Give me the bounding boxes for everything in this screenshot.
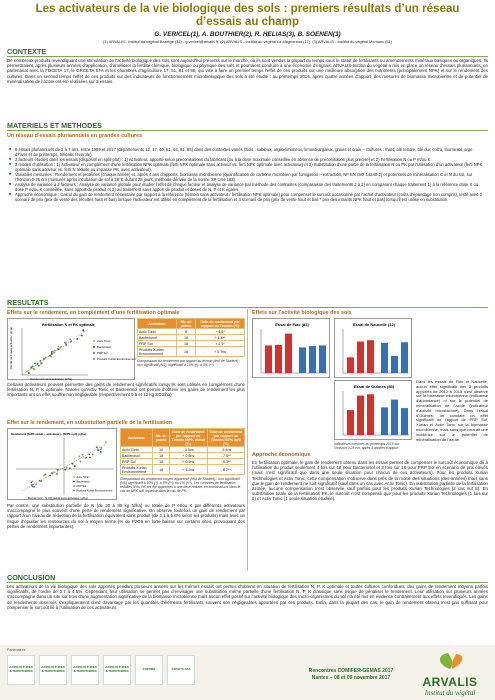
scatter-point [69,467,71,469]
scatter-point [43,358,45,360]
scatter-point [57,469,59,471]
scatter-point [66,467,68,469]
legend-marker [93,358,95,360]
scatter-point [32,366,34,368]
scatter-point [92,454,94,456]
legend-marker [73,490,75,492]
result3-heading: Effet sur le rendement, en substitution partielle de la fertilisation [7,420,173,426]
scatter1-points [26,329,84,374]
section-resultats-heading: RESULTATS [7,298,49,307]
scatter-point [56,473,58,475]
legend-label: Activ Tonic [97,339,111,343]
table-cell: + 1.2ns [169,465,207,475]
scatter-point [80,461,82,463]
table-cell: + 2.5* [196,341,245,347]
bars-caption: Indicateurs mesurés au printemps 2016 sur l’horizon 0-25 cm, après 4 années d’apport [334,442,400,450]
event-info [296,668,406,682]
legend-label: PRP Sol [76,485,87,488]
bar-chart-oulmes [334,380,412,440]
table-cell: PRP Sol [121,459,153,465]
scatter-point [54,350,56,352]
partner-logo: AGRICULTURES & TERRITOIRES [39,655,67,685]
table-row [138,347,245,357]
section-conclusion-heading: CONCLUSION [7,573,56,582]
scatter-point [51,353,53,355]
scatter1-figure [7,318,135,380]
scatter-point [100,447,102,449]
bullet-item: ■ 2 facteurs étudiés dans les essais (dispositif en split-plot) : 1) Activateur, apporté selon préconisations du fabricant (ou à la dose maximale conseillée en absence de préconisation plus précise) et 2) Fertilisation N ou P et/ou K. [9,157,485,162]
scatter-point [26,371,28,373]
table-cell: + 0.5ns [169,459,207,465]
scatter-point [39,480,41,482]
table1-header: Nb. de points [176,319,195,329]
table2-header: Nb. de points [153,429,169,447]
scatter-point [81,335,83,337]
bullet-item: ■ Analyse de variance à 2 facteurs : Analyse de variance globale pour étudier l’effet de chaque facteur et analyse de variance par méthode des contrastes (comparaison des traitements 2 à 2) en comparant chaque traitement 1) à la référence dose X ou dose P et/ou K conseillée, sans apport de produit et 2) au traitement sans apport de produit et doses de N, P et K égales. [9,182,485,192]
legend-label: Produits Xurian Environnement [97,357,136,361]
result1-heading: Effets sur le rendement, en complément d’une fertilisation optimale [7,310,180,316]
methods-bullet-list [9,147,485,202]
legend-label: Bacteriosol [97,345,111,349]
bar-chart-title: Essai de Fiac (81) [275,322,309,327]
table2-header: Gain de rendement par rapport au Témoin N/PK réduit (%) [169,429,207,447]
event-date: Nantes – 08 et 09 novembre 2017 [311,675,391,681]
divider [7,582,488,583]
table2-header: Gain de rendement par rapport au Témoin N/PK opti (%) [207,429,244,447]
legend-label: Produits Xurian Environnement [76,489,113,493]
table-cell: Activ Tonic [138,329,177,335]
bar-chart-naucelle [334,318,412,378]
table1-caption: Comparaison du rendement par rapport au témoin (test de Student) : non significatif (NS), significatif à 10% (*), à 5% (**) [137,359,241,367]
legend-marker [73,476,75,478]
contexte-text: De nombreux produits revendiquant une stimulation de l’activité biologique des sols sont aujourd’hui présents sur le marché, où ils sont vendus la plupart du temps sous le statut de fertilisants ou amendements minéraux basiques ou organiques. Ils permettraient, après plusieurs années d’application, d’améliorer la fertilité chimique, biologique ou physique des sols et pourraient conduire à une économie d’engrais. ARVALIS-Institut du végétal a mis en place un réseau d’essais pluriannuels, en partenariat avec la FDCETA 17, le GRCETA SFA et les chambres d’agriculture 17, 51, 81 et 85, qui vise à faire un premier temps l’effet de ces produits sur une meilleure absorption des nutriments (principalement NPK) et sur le rendement des cultures. Dans un second temps l’effet de ces produits sur des indicateurs de fonctionnement microbiologique des sols a été étudié : au printemps 2016, après quatre années d’apport, des mesures de biomasse microbienne et de potentiel de minéralisation de l’azote ont été réalisées sur 3 essais. [7,58,488,84]
table1-header: Activateur [138,319,177,329]
bar [319,345,326,373]
scatter1-ylabel: Rendement avec activateur (q/ha) [9,326,13,369]
scatter-point [51,351,53,353]
scatter1-title: Fertilisation N et PK optimale [42,323,95,327]
scatter-point [57,348,59,350]
brand-name: ARVALIS [422,675,478,689]
bar [347,357,354,373]
table-cell: 16 [176,347,195,357]
scatter-point [36,363,38,365]
table-cell: 18 [153,459,169,465]
scatter-point [58,346,60,348]
table1-wrapper [137,318,245,367]
scatter2-xlabel: Rendement - N, PK réduit sans activateur (q/ha) [28,496,88,500]
title-line-2: d’essais au champ [195,15,300,28]
table-cell: 16 [153,465,169,475]
scatter-point [49,475,51,477]
legend-label: Activ Tonic [76,476,89,479]
bullet-item: ■ Variables mesurées : Rendement et protéines (chaque année) et, après 4 ans d’apports, biomasse microbienne (quantification de carbone microbien par fumigation – extraction, NF EN ISO 14240-2) et potentiels de minéralisation C et N du sol, sur l’horizon 0-25 cm (mesurés après incubation de sol à 28°C durant 28 jours, méthode dérivée de la norme XP U44-163) [9,172,485,182]
scatter1-svg [8,319,136,381]
scatter-point [96,446,98,448]
partner-logo: AGRICULTURES & TERRITOIRES [71,655,99,685]
bar-chart-fiac [252,318,330,378]
scatter-point [72,463,74,465]
table-cell: 18 [176,335,195,341]
table-cell: + 1.8** [196,335,245,341]
section-materiels-heading: MATERIELS ET METHODES [7,121,102,130]
scatter-point [100,451,102,453]
bar [357,396,364,435]
table-cell: 18 [176,341,195,347]
scatter-point [105,441,107,443]
bar [275,345,282,373]
table-cell: 10 [153,447,169,453]
bar [367,394,374,435]
partner-logos [7,655,195,685]
table1-header: Gain de rendement par rapport au Témoin (%) [196,319,245,329]
scatter-point [89,457,91,459]
bar [347,410,354,435]
scatter-point [32,480,34,482]
result1-text: Certains activateurs peuvent permettre des gains de rendement significatifs lorsqu’ils sont utilisés en complément d’une fertilisation N, P, K optimale. Notons qu’Activ Tonic et Bacteriosol ont permis d’obtenir les gains de rendement les plus importants ont un effet souffre non négligeable (respectivement 9.5 et 12 kg SO3/ha) [7,382,245,398]
affiliations: (1) ARVALIS - Institut du végétal Baziège (31) - g.vericel@arvalis.fr, (2) ARVALIS - Institut du végétal Le Magneraud (17), (3) ARVALIS - Institut du végétal Montans (81) [103,39,392,44]
bar-chart-svg [335,319,413,379]
section-contexte-heading: CONTEXTE [7,47,47,56]
legend-marker [93,352,95,354]
scatter-point [40,363,42,365]
bar [367,340,374,373]
scatter-point [45,357,47,359]
table-cell: + 4.6* [196,329,245,335]
bar-chart-svg [253,319,331,379]
column-divider [247,309,248,571]
divider [7,56,488,57]
legend-marker [93,340,95,342]
scatter-point [40,360,42,362]
bar [309,346,316,373]
brand-subtitle: Institut du végétal [424,689,476,697]
scatter-point [53,471,55,473]
table2-header: Activateur [121,429,153,447]
scatter-point [35,483,37,485]
bar-chart-title: Essai de Oulmes (85) [353,384,395,389]
scatter-point [82,330,84,332]
scatter2-legend [73,475,113,493]
reseau-heading: Un réseau d’essais pluriannuels en grandes cultures [7,133,143,139]
table-cell: Produits Xurian Environnement [121,465,153,475]
scatter1-xlabel: Rendement sans activateur (q/ha) [30,377,73,381]
scatter-point [78,455,80,457]
diagonal-line [22,443,108,491]
scatter-point [97,449,99,451]
legend-label: Bacteriosol [76,480,90,484]
bar [265,345,272,373]
result3-text: Par contre, une substitution partielle de N (de 20 à 80 kg N/ha) ou totale de P et/ou K par différents activateurs s’accompagne le plus souvent d’une perte de rendement significative. On observe toutefois un gain de rendement par rapport à un niveau de réduction de la fertilisation équivalent sans produit (de 2.1 à 5.6% selon les produits) mais avec un risque d’épuiser les ressources du sol à moyen terme (% de P2O5 en forte baisse sur certains sites, provoquant des pertes de rendement importantes). [7,503,245,529]
scatter-point [100,449,102,451]
authors: G. VERICEL(1), A. BOUTHIER(2), R. HELIAS(3), B. SOENEN(3) [154,31,341,38]
scatter-point [76,338,78,340]
result4-text: En fertilisation optimale, le gain de rendement obtenu dans les essais permet de compenser le surcoût économique dû à l’utilisation du produit seulement 4 fois sur 18 pour Bacteriosol et 3 fois sur 18 pour PRP Sol en scenario de prix élevés (mais n’est significatif que dans une seule situation pour chacun de ces activateurs). Pour les produits Xurian Technologies et Activ Tonic, cette compensation s’observe dans près de la moitié des situations (des-années) mais sans que le gain de rendement ne soit significatif (sauf dans un cas avec Activ Tonic). En substitution partielle de la fertilisation azotée, aucune compensation n’est observée sauf parfois pour les produits Xurian Technologies (2 cas sur 8). En substitution totale de la fertilisation PK, le surcoût n’est compensé que pour les produits Xurian Technologies (1 fois sur 5) et Activ Tonic (1 seule situation étudiée). [252,460,488,502]
legend-marker [73,481,75,483]
table-cell: - 3.5ns [169,447,207,453]
table-cell: + 0.7ns [196,347,245,357]
result2-text: Dans les essais de Fiac et Naucelle, aucun effet significatif des 3 produits apportés de 2012 à 2015 n’est observé sur la biomasse microbienne (indicateur d’abondance) ni sur le potentiel de minéralisation de l’azote (indicateur d’activité microbienne). Dans l’essai d’Oulmes, on constate un effet significatif de l’apport de PRP Sol, Xurian et Activ Tonic sur la biomasse microbienne, mais sans que cela ait une incidence sur le potentiel de minéralisation de l’azote. [416,379,488,442]
table-cell: - 7.5** [207,453,244,459]
bar [381,407,388,435]
scatter-point [43,475,45,477]
divider [7,130,488,131]
bar-chart-svg [335,381,413,441]
table-cell: - 8.2** [207,465,244,475]
scatter-point [33,368,35,370]
bar [391,356,398,373]
table-cell: PRP Sol [138,341,177,347]
partner-logo: AGRICULTURES & TERRITOIRES [7,655,35,685]
scatter-point [69,338,71,340]
table-cell: Produits Xurian Environnement [138,347,177,357]
bullet-item: ■ Approche économique : Calcul du gain de rendement nécessaire par rapport à la référence (témoin sans activateur / fertilisation NPK optimale) pour compenser le surcoût occasionné par l’achat d’activateur (coûts d’épandage non compris), testé avec 2 scenarii de prix (prix de vente des récoltes haut et bas) lorsque l’activateur est utilisé en complément de la fertilisation et 4 scenarii de prix (prix de vente haut et bas * prix des intrants NPK haut et bas) lorsqu’il est utilisé en substitution. [9,192,485,202]
scatter-point [65,342,67,344]
legend-marker [93,346,95,348]
table-cell: Bacteriosol [138,335,177,341]
scatter2-svg [8,429,118,501]
scatter-point [61,346,63,348]
bullet-item: ■ 2 modes d’utilisation : 1) Activateur en complément d’une fertilisation NPK optimale (ferti NPK optimale sans activeur vs. ferti NPK optimale avec activateur) et 2) Substitution d’une partie de la fertilisation N ou PK par l’utilisation d’un activateur (ferti NPK optimale sans activeur vs. ferti N réduite ou impasse PK, avec activateur). [9,162,485,172]
bar-chart-title: Essai de Naucelle (12) [352,322,396,327]
bar [381,343,388,373]
scatter-point [65,469,67,471]
table-cell: 18 [153,453,169,459]
bar [357,342,364,374]
scatter-point [74,465,76,467]
scatter2-points [31,441,107,487]
table-row [121,465,245,475]
scatter-point [82,454,84,456]
conclusion-text: Les activateurs de la vie biologique des sols apportés pendant plusieurs années sur les mêmes essais ont permis d’obtenir en situation de fertilisation N, P, K optimale et toutes cultures confondues, des gains de rendement moyens parfois significatifs, de l’ordre de 0.7 à 4.5%. Cependant, leur utilisation ne permet pas d’envisager une substitution même partielle d’une fertilisation N, P, K classique sans risque de pénaliser le rendement. Leur utilisation sur plusieurs années s’accompagne dans un site sur trois d’une augmentation significative de la biomasse microbienne mais aucun effet positif sur l’activité biologique des micro-organismes du sol n’a été mis en évidence contrairement aux effets revendiqués. Les gains de rendements observés s’expliqueraient donc davantage par les quantités d’éléments fertilisants souvent non négligeables apportées par ces produits. Enfin, dans la plupart des cas, le gain de rendement obtenu n’est pas suffisant pour compenser le surcoût lié à l’utilisation de ces activateurs. [7,584,488,610]
partner-logo: FNPSMS [135,655,163,685]
arvalis-logo [408,651,492,697]
legend-label: PRP Sol [97,351,108,355]
scatter-point [34,363,36,365]
scatter-point [31,368,33,370]
table-cell: 8 [176,329,195,335]
bar [391,400,398,435]
scatter-point [88,454,90,456]
scatter2-title: Rendement (N/PK réduit + activateur) - (N/PK opti) (q/ha) [11,432,86,436]
table2 [120,428,245,475]
table2-caption: Comparaison du rendement moyen apparenté (test de Student) : non significatif (NS) significatif à 10% (*), à 5% (**), ou 1% (***). Les variantes de fertilisation réduites N ou PK ont été apportées à une dose réduite, en combinaison, dans le cas de NPK soit impasse dans le cas de PK. [120,477,241,493]
scatter-point [32,486,34,488]
scatter-point [32,484,34,486]
leaf-icon [408,651,492,671]
scatter-point [85,457,87,459]
legend-marker [73,485,75,487]
event-title: Rencontres COMIFER-GEMAS 2017 [308,668,394,674]
scatter-point [51,472,53,474]
scatter-point [38,365,40,367]
scatter1-legend [93,339,136,361]
divider [7,307,488,308]
partner-logo: AGRICULTURES & TERRITOIRES [103,655,131,685]
bar [285,334,292,373]
scatter2-figure [7,428,117,500]
bar [401,342,408,373]
bar [401,408,408,435]
partners-label: Partenaires [7,648,26,652]
bar [299,347,306,373]
scatter-point [66,344,68,346]
table1 [137,318,245,357]
scatter-point [50,356,52,358]
result2-heading: Effets sur l’activité biologique des sols [252,310,352,316]
table-cell: + 0.8ns [169,453,207,459]
table2-wrapper [120,428,245,493]
table-cell: Activ Tonic [121,447,153,453]
scatter-point [33,486,35,488]
table-cell: Bacteriosol [121,453,153,459]
table-cell: - 6.3** [207,459,244,465]
poster-title [6,2,489,28]
title-line-1: Les activateurs de la vie biologique des sols : premiers résultats d’un réseau [35,2,460,15]
partner-logo: GRCETA SFA [167,655,195,685]
result4-heading: Approche économique [252,452,311,458]
table-cell: - 5.4ns [207,447,244,453]
scatter-point [69,341,71,343]
scatter-point [28,372,30,374]
bullet-item: ■ 9 essais pluriannuels de 2 à 7 ans, entre 1999 et 2017 (départements 12, 17, 40, 51, 64, 81, 85) dans des contextes variés (Sols : sableux, argilo-limoneux, limono-argileux, groies et craie – Cultures : maïs, blé tendre, blé dur, colza, tournesol, orge d’hiver et de printemps, triticale, féverole). [9,147,485,157]
